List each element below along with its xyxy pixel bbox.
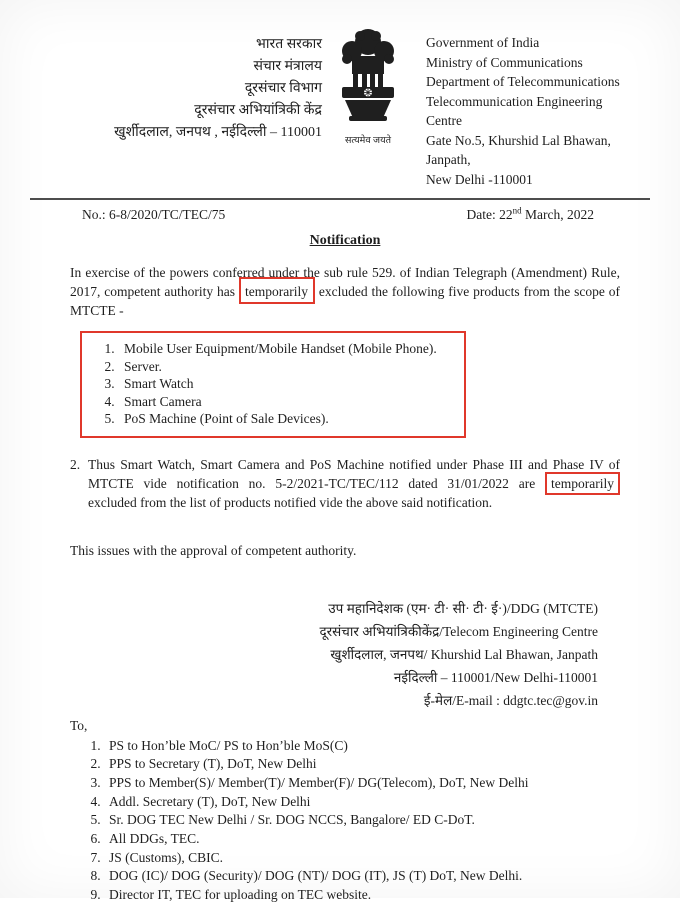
to-label: To,	[70, 717, 88, 733]
date-ordinal-suffix: nd	[512, 205, 522, 216]
letterhead-hindi-line: दूरसंचार अभियांत्रिकी केंद्र	[194, 103, 322, 118]
signature-line-city: नईदिल्ली – 110001/New Delhi-110001	[393, 669, 598, 685]
signature-line-office: दूरसंचार अभियांत्रिकीकेंद्र/Telecom Engineering Centre	[319, 623, 598, 639]
date-suffix: March, 2022	[521, 207, 594, 222]
reference-row	[70, 205, 620, 224]
letterhead-hindi-line: खुर्शीदलाल, जनपथ , नईदिल्ली – 110001	[114, 125, 322, 140]
date-prefix: Date: 22	[466, 207, 513, 222]
recipients-list	[70, 737, 620, 905]
recipient-item: 7. JS (Customs), CBIC.	[104, 849, 620, 868]
highlight-box-temporarily-2: temporarily	[545, 472, 620, 495]
product-item: 1. Mobile User Equipment/Mobile Handset (Mobile Phone).	[118, 340, 458, 358]
letterhead-english-line: Gate No.5, Khurshid Lal Bhawan, Janpath,	[426, 132, 611, 167]
paragraph-2-text: Thus Smart Watch, Smart Camera and PoS Machine notified under Phase III and Phase IV of MTCTE vide notification no. 5-2/2021-TC/TEC/112 dated 31/01/2022 are	[88, 456, 620, 491]
emblem-motto: सत्यमेव जयते	[345, 136, 391, 146]
letterhead-hindi-line: संचार मंत्रालय	[253, 59, 322, 74]
paragraph-1-text: excluded the following five products from the scope of MTCTE -	[70, 284, 621, 318]
excluded-products-box	[80, 331, 466, 438]
product-item: 3. Smart Watch	[118, 375, 458, 393]
letterhead-english-line: New Delhi -110001	[426, 171, 533, 187]
recipient-item: 5. Sr. DOG TEC New Delhi / Sr. DOG NCCS, Bangalore/ ED C-DoT.	[104, 811, 620, 830]
highlight-box-temporarily-1: temporarily	[239, 277, 315, 304]
recipient-item: 9. Director IT, TEC for uploading on TEC website.	[104, 886, 620, 905]
emblem-of-india-icon	[332, 26, 404, 130]
signature-line-email: ई-मेल/E-mail : ddgtc.tec@gov.in	[423, 692, 598, 708]
letterhead-english-line: Government of India	[426, 35, 540, 50]
paragraph-2	[70, 455, 620, 512]
letterhead-divider	[30, 198, 650, 200]
paragraph-2-body	[88, 455, 620, 512]
reference-number: No.: 6-8/2020/TC/TEC/75	[82, 207, 226, 222]
recipients-section	[70, 716, 620, 905]
signature-line-address: खुर्शीदलाल, जनपथ/ Khurshid Lal Bhawan, Janpath	[330, 646, 598, 662]
letterhead-english-line: Department of Telecommunications	[426, 74, 620, 89]
recipient-item: 6. All DDGs, TEC.	[104, 830, 620, 849]
letterhead-english-line: Telecommunication Engineering Centre	[426, 93, 603, 128]
recipient-item: 1. PS to Hon’ble MoC/ PS to Hon’ble MoS(C)	[104, 737, 620, 756]
letterhead	[70, 26, 620, 189]
approval-statement: This issues with the approval of competent authority.	[70, 542, 357, 558]
product-item: 5. PoS Machine (Point of Sale Devices).	[118, 410, 458, 428]
paragraph-2-number: 2.	[70, 456, 81, 472]
letterhead-hindi-line: दूरसंचार विभाग	[244, 81, 322, 96]
recipient-item: 3. PPS to Member(S)/ Member(T)/ Member(F)/ DG(Telecom), DoT, New Delhi	[104, 774, 620, 793]
letterhead-english-address	[414, 26, 620, 189]
emblem-of-india	[322, 26, 414, 147]
signature-line-designation: उप महानिदेशक (एम· टी· सी· टी· ई·)/DDG (MTCTE)	[328, 600, 598, 616]
paragraph-1	[70, 263, 620, 320]
letterhead-hindi-address	[70, 26, 322, 144]
recipient-item: 2. PPS to Secretary (T), DoT, New Delhi	[104, 755, 620, 774]
letterhead-hindi-line: भारत सरकार	[256, 37, 322, 52]
product-item: 2. Server.	[118, 358, 458, 376]
product-item: 4. Smart Camera	[118, 393, 458, 411]
recipient-item: 8. DOG (IC)/ DOG (Security)/ DOG (NT)/ DOG (IT), JS (T) DoT, New Delhi.	[104, 867, 620, 886]
paragraph-1-text: In exercise of the powers conferred under the sub rule 529. of Indian Telegraph (Amendment) Rule, 2017, competent authority has	[70, 265, 620, 299]
letterhead-english-line: Ministry of Communications	[426, 54, 583, 70]
signature-block	[70, 597, 620, 712]
excluded-products-list	[82, 340, 458, 428]
document-title: Notification	[309, 233, 381, 248]
paragraph-2-text: excluded from the list of products notified vide the above said notification.	[88, 494, 493, 510]
document-date	[467, 205, 594, 224]
recipient-item: 4. Addl. Secretary (T), DoT, New Delhi	[104, 793, 620, 812]
